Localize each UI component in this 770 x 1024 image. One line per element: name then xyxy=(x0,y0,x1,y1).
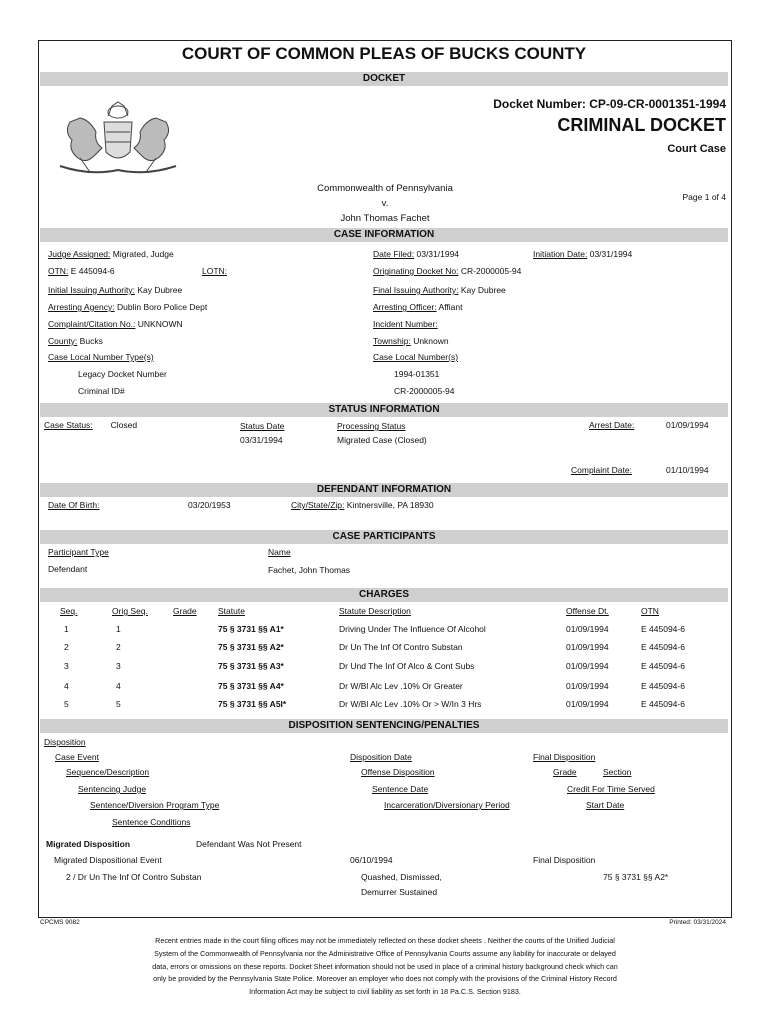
case-local-number-types-label: Case Local Number Type(s) xyxy=(48,352,154,362)
case-participants-bar: CASE PARTICIPANTS xyxy=(40,530,728,544)
judge-label: Judge Assigned: xyxy=(48,249,111,259)
disclaimer-line: System of the Commonwealth of Pennsylvania nor the Administrative Office of Pennsylvania Courts assume any liability for inaccurate or delayed xyxy=(154,948,616,958)
migrated-disposition-label: Migrated Disposition xyxy=(46,839,131,849)
participant-name-header: Name xyxy=(268,547,291,557)
initial-issuing-authority-value: Kay Dubree xyxy=(137,285,183,295)
arresting-officer-value: Affiant xyxy=(438,302,463,312)
charge-statute: 75 § 3731 §§ A1* xyxy=(218,624,284,634)
disclaimer-line: data, errors or omissions on these reports. Docket Sheet information should not be used in place of a criminal history background check which can xyxy=(152,961,618,971)
charge-seq: 4 xyxy=(64,681,69,691)
township-value: Unknown xyxy=(413,336,449,346)
charge-otn: E 445094-6 xyxy=(641,699,685,709)
charge-orig-seq: 4 xyxy=(116,681,121,691)
dob-label: Date Of Birth: xyxy=(48,500,100,510)
charge-description: Dr Un The Inf Of Contro Substan xyxy=(339,642,463,652)
charges-seq-header: Seq. xyxy=(60,606,78,616)
charge-orig-seq: 5 xyxy=(116,699,121,709)
city-state-zip-value: Kintnersville, PA 18930 xyxy=(346,500,434,510)
county-label: County: xyxy=(48,336,78,346)
section-header: Section xyxy=(603,767,632,777)
charge-orig-seq: 3 xyxy=(116,661,121,671)
participant-name: Fachet, John Thomas xyxy=(268,565,351,575)
local-number: CR-2000005-94 xyxy=(394,386,455,396)
charge-description: Dr Und The Inf Of Alco & Cont Subs xyxy=(339,661,475,671)
arrest-date-label: Arrest Date: xyxy=(589,420,635,430)
disposition-event-date: 06/10/1994 xyxy=(350,855,393,865)
township-label: Township: xyxy=(373,336,411,346)
charges-orig-seq-header: Orig Seq. xyxy=(112,606,148,616)
status-information-bar: STATUS INFORMATION xyxy=(40,403,728,417)
disposition-row-description: 2 / Dr Un The Inf Of Contro Substan xyxy=(66,872,202,882)
charge-seq: 5 xyxy=(64,699,69,709)
case-status-label: Case Status: xyxy=(44,420,93,430)
disclaimer-line: Recent entries made in the court filing offices may not be immediately reflected on these docket sheets . Neither the courts of the Unified Judicial xyxy=(155,936,615,945)
disposition-date-header: Disposition Date xyxy=(350,752,412,762)
disposition-row-outcome-cont: Demurrer Sustained xyxy=(361,887,438,897)
disposition-event-final: Final Disposition xyxy=(533,855,596,865)
incarceration-period-header: Incarceration/Diversionary Period xyxy=(384,800,510,810)
offense-disposition-header: Offense Disposition xyxy=(361,767,435,777)
charge-description: Driving Under The Influence Of Alcohol xyxy=(339,624,486,634)
sentence-date-header: Sentence Date xyxy=(372,784,429,794)
status-date-label: Status Date xyxy=(240,421,285,431)
city-state-zip-label: City/State/Zip: xyxy=(291,500,345,510)
disposition-row-section: 75 § 3731 §§ A2* xyxy=(603,872,669,882)
sequence-description-header: Sequence/Description xyxy=(66,767,150,777)
charge-otn: E 445094-6 xyxy=(641,661,685,671)
arresting-officer-label: Arresting Officer: xyxy=(373,302,437,312)
disclaimer xyxy=(80,935,690,999)
charge-seq: 1 xyxy=(64,624,69,634)
disposition-bar: DISPOSITION SENTENCING/PENALTIES xyxy=(40,719,728,733)
disposition-event: Migrated Dispositional Event xyxy=(54,855,162,865)
sentence-conditions-header: Sentence Conditions xyxy=(112,817,191,827)
local-number: 1994-01351 xyxy=(394,369,440,379)
status-date-value: 03/31/1994 xyxy=(240,435,283,445)
county-value: Bucks xyxy=(79,336,103,346)
originating-docket-label: Originating Docket No: xyxy=(373,266,459,276)
sentence-program-type-header: Sentence/Diversion Program Type xyxy=(90,800,220,810)
arrest-date-value: 01/09/1994 xyxy=(666,420,709,430)
otn-label: OTN: xyxy=(48,266,69,276)
local-number-type: Criminal ID# xyxy=(78,386,125,396)
judge-value: Migrated, Judge xyxy=(112,249,174,259)
case-kind: Court Case xyxy=(667,143,726,155)
credit-time-served-header: Credit For Time Served xyxy=(567,784,655,794)
final-issuing-authority-value: Kay Dubree xyxy=(460,285,506,295)
disclaimer-line: only be provided by the Pennsylvania State Police. Moreover an employer who does not comply with the provisions of the Criminal History Record xyxy=(153,974,617,984)
charge-orig-seq: 2 xyxy=(116,642,121,652)
grade-header: Grade xyxy=(553,767,577,777)
charges-description-header: Statute Description xyxy=(339,606,411,616)
dob-value: 03/20/1953 xyxy=(188,500,231,510)
disclaimer-line: Information Act may be subject to civil liability as set forth in 18 Pa.C.S. Section 9183. xyxy=(249,987,521,997)
charge-orig-seq: 1 xyxy=(116,624,121,634)
start-date-header: Start Date xyxy=(586,800,625,810)
charges-grade-header: Grade xyxy=(173,606,197,616)
complaint-citation-value: UNKNOWN xyxy=(137,319,183,329)
charge-statute: 75 § 3731 §§ A3* xyxy=(218,661,284,671)
arresting-agency-value: Dublin Boro Police Dept xyxy=(117,302,208,312)
participant-type-header: Participant Type xyxy=(48,547,109,557)
charges-otn-header: OTN xyxy=(641,606,659,616)
caption-defendant: John Thomas Fachet xyxy=(340,213,430,224)
final-issuing-authority-label: Final Issuing Authority: xyxy=(373,285,459,295)
migrated-disposition-note: Defendant Was Not Present xyxy=(196,839,302,849)
pennsylvania-coat-of-arms-icon xyxy=(50,92,186,178)
charge-seq: 3 xyxy=(64,661,69,671)
docket-bar: DOCKET xyxy=(40,72,728,86)
date-filed-value: 03/31/1994 xyxy=(416,249,460,259)
caption-plaintiff: Commonwealth of Pennsylvania xyxy=(317,183,453,194)
complaint-date-value: 01/10/1994 xyxy=(666,465,709,475)
charges-bar: CHARGES xyxy=(40,588,728,602)
sentencing-judge-header: Sentencing Judge xyxy=(78,784,147,794)
arresting-agency-label: Arresting Agency: xyxy=(48,302,115,312)
charge-otn: E 445094-6 xyxy=(641,681,685,691)
court-title: COURT OF COMMON PLEAS OF BUCKS COUNTY xyxy=(181,44,587,63)
disposition-row-outcome: Quashed, Dismissed, xyxy=(361,872,442,882)
caption-versus: v. xyxy=(381,198,389,209)
page-indicator: Page 1 of 4 xyxy=(682,192,726,202)
disposition-header: Disposition xyxy=(44,737,86,747)
charge-seq: 2 xyxy=(64,642,69,652)
complaint-date-label: Complaint Date: xyxy=(571,465,632,475)
charge-offense-date: 01/09/1994 xyxy=(566,681,609,691)
charge-offense-date: 01/09/1994 xyxy=(566,624,609,634)
initiation-date-label: Initiation Date: xyxy=(533,249,588,259)
docket-type: CRIMINAL DOCKET xyxy=(557,115,726,135)
final-disposition-header: Final Disposition xyxy=(533,752,596,762)
charge-offense-date: 01/09/1994 xyxy=(566,642,609,652)
printed-date: Printed: 03/31/2024 xyxy=(669,919,726,926)
processing-status-label: Processing Status xyxy=(337,421,406,431)
case-status-value: Closed xyxy=(110,420,138,430)
lotn-label: LOTN: xyxy=(202,266,228,276)
incident-number-label: Incident Number: xyxy=(373,319,438,329)
docket-number: Docket Number: CP-09-CR-0001351-1994 xyxy=(493,97,726,111)
form-number: CPCMS 9082 xyxy=(40,919,80,926)
charge-statute: 75 § 3731 §§ A4* xyxy=(218,681,284,691)
charge-offense-date: 01/09/1994 xyxy=(566,699,609,709)
date-filed-label: Date Filed: xyxy=(373,249,415,259)
initial-issuing-authority-label: Initial Issuing Authority: xyxy=(48,285,135,295)
charge-statute: 75 § 3731 §§ A5I* xyxy=(218,699,287,709)
charge-description: Dr W/Bl Alc Lev .10% Or > W/In 3 Hrs xyxy=(339,699,482,709)
complaint-citation-label: Complaint/Citation No.: xyxy=(48,319,136,329)
case-information-bar: CASE INFORMATION xyxy=(40,228,728,242)
charge-description: Dr W/Bl Alc Lev .10% Or Greater xyxy=(339,681,463,691)
local-number-type: Legacy Docket Number xyxy=(78,369,167,379)
charge-otn: E 445094-6 xyxy=(641,642,685,652)
charges-statute-header: Statute xyxy=(218,606,245,616)
charge-offense-date: 01/09/1994 xyxy=(566,661,609,671)
participant-type: Defendant xyxy=(48,564,88,574)
initiation-date-value: 03/31/1994 xyxy=(589,249,633,259)
originating-docket-value: CR-2000005-94 xyxy=(460,266,522,276)
otn-value: E 445094-6 xyxy=(70,266,115,276)
charge-otn: E 445094-6 xyxy=(641,624,685,634)
charge-statute: 75 § 3731 §§ A2* xyxy=(218,642,284,652)
case-local-numbers-label: Case Local Number(s) xyxy=(373,352,459,362)
defendant-information-bar: DEFENDANT INFORMATION xyxy=(40,483,728,497)
case-event-header: Case Event xyxy=(55,752,99,762)
charges-offense-date-header: Offense Dt. xyxy=(566,606,609,616)
processing-status-value: Migrated Case (Closed) xyxy=(337,435,427,445)
